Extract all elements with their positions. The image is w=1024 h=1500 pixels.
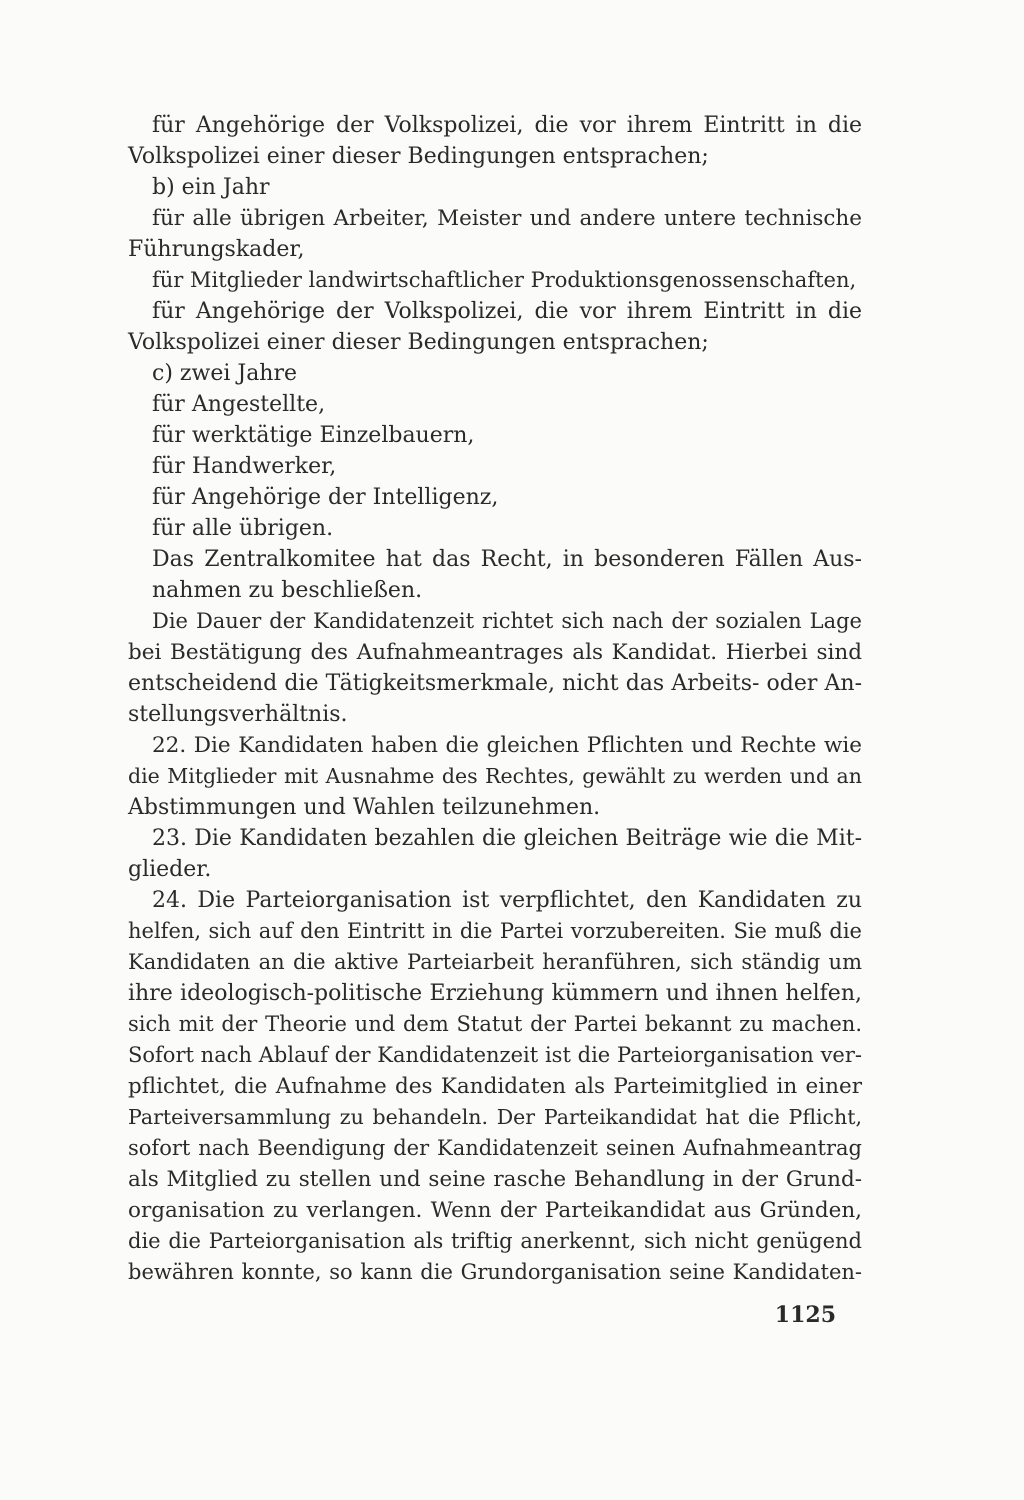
- text-line: Volkspolizei einer dieser Bedingungen entsprachen;: [128, 144, 709, 169]
- text-line: bewähren konnte, so kann die Grundorganisation seine Kandidaten-: [128, 1260, 862, 1284]
- text-line: helfen, sich auf den Eintritt in die Partei vorzubereiten. Sie muß die: [128, 919, 862, 943]
- text-line: Das Zentralkomitee hat das Recht, in besonderen Fällen Aus-: [152, 547, 862, 572]
- page-number: 1125: [774, 1302, 836, 1328]
- text-line: die die Parteiorganisation als triftig anerkennt, sich nicht genügend: [128, 1229, 862, 1253]
- text-line: für Angehörige der Intelligenz,: [152, 485, 499, 510]
- text-line: Sofort nach Ablauf der Kandidatenzeit ist die Parteiorganisation ver-: [128, 1043, 862, 1067]
- text-line: für alle übrigen.: [152, 516, 334, 541]
- text-line: sofort nach Beendigung der Kandidatenzeit seinen Aufnahmeantrag: [128, 1136, 862, 1160]
- text-line: für alle übrigen Arbeiter, Meister und andere untere technische: [152, 206, 862, 231]
- text-line: 22. Die Kandidaten haben die gleichen Pflichten und Rechte wie: [152, 733, 862, 758]
- text-line: nahmen zu beschließen.: [152, 578, 423, 603]
- text-line: für Angehörige der Volkspolizei, die vor ihrem Eintritt in die: [152, 113, 862, 138]
- text-line: ihre ideologisch-politische Erziehung kümmern und ihnen helfen,: [128, 981, 862, 1006]
- text-line: Kandidaten an die aktive Parteiarbeit heranführen, sich ständig um: [128, 950, 862, 974]
- text-line: Abstimmungen und Wahlen teilzunehmen.: [128, 795, 601, 820]
- text-line: pflichtet, die Aufnahme des Kandidaten als Parteimitglied in einer: [128, 1074, 862, 1099]
- text-line: entscheidend die Tätigkeitsmerkmale, nicht das Arbeits- oder An-: [128, 671, 862, 696]
- text-line: für Angestellte,: [152, 392, 326, 417]
- text-line: für werktätige Einzelbauern,: [152, 423, 475, 448]
- text-line: für Mitglieder landwirtschaftlicher Produktionsgenossenschaften,: [152, 268, 857, 292]
- text-line: b) ein Jahr: [152, 175, 270, 200]
- text-line: als Mitglied zu stellen und seine rasche Behandlung in der Grund-: [128, 1167, 862, 1192]
- text-line: glieder.: [128, 857, 212, 882]
- text-line: Führungskader,: [128, 237, 305, 262]
- text-line: 23. Die Kandidaten bezahlen die gleichen Beiträge wie die Mit-: [152, 826, 862, 851]
- text-line: 24. Die Parteiorganisation ist verpflichtet, den Kandidaten zu: [152, 888, 862, 913]
- text-line: bei Bestätigung des Aufnahmeantrages als Kandidat. Hierbei sind: [128, 640, 862, 665]
- text-line: für Angehörige der Volkspolizei, die vor ihrem Eintritt in die: [152, 299, 862, 324]
- body-text: [128, 110, 862, 1288]
- text-line: c) zwei Jahre: [152, 361, 298, 386]
- text-line: sich mit der Theorie und dem Statut der Partei bekannt zu machen.: [128, 1012, 862, 1036]
- text-line: Volkspolizei einer dieser Bedingungen entsprachen;: [128, 330, 709, 355]
- text-line: stellungsverhältnis.: [128, 702, 348, 727]
- text-line: für Handwerker,: [152, 454, 337, 479]
- text-line: die Mitglieder mit Ausnahme des Rechtes, gewählt zu werden und an: [128, 764, 862, 788]
- text-line: organisation zu verlangen. Wenn der Parteikandidat aus Gründen,: [128, 1198, 862, 1223]
- text-line: Die Dauer der Kandidatenzeit richtet sich nach der sozialen Lage: [152, 609, 862, 633]
- text-line: Parteiversammlung zu behandeln. Der Parteikandidat hat die Pflicht,: [128, 1105, 862, 1129]
